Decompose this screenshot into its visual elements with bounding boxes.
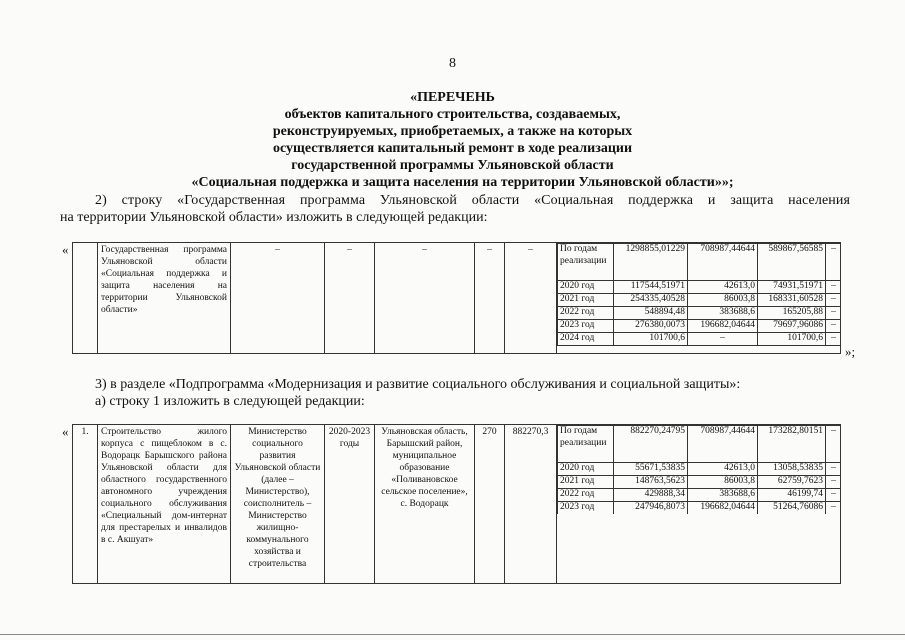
table2-row-2-other: – (826, 476, 841, 489)
table1-funding-cell (557, 243, 841, 354)
table1-dash-5: – (505, 243, 557, 354)
table1-row-0-total: 1298855,01229 (614, 244, 688, 281)
table2 (72, 424, 841, 584)
table1-row-3-total: 548894,48 (614, 307, 688, 320)
table2-row-3-other: – (826, 489, 841, 502)
table2-object-name: Строительство жилого корпуса с пищеблоком в с. Водорацк Барышского района Ульяновской области для областного государственного автономного учреждения социального обслуживания «Специальный дом-интернат для престарелых и инвалидов в с. Акшуат» (98, 425, 231, 584)
table1-row-5-reg: 101700,6 (758, 333, 826, 346)
page-number: 8 (449, 56, 456, 71)
table1-row-4-total: 276380,0073 (614, 320, 688, 333)
table1-row-3-year: 2022 год (558, 307, 614, 320)
table2-location: Ульяновская область, Барышский район, муниципальное образование «Поливановское сельское поселение», с. Водорацк (375, 425, 475, 584)
title-line-3: реконструируемых, приобретаемых, а также на которых (272, 124, 633, 139)
table2-row-number: 1. (73, 425, 98, 584)
table1 (72, 242, 841, 354)
table2-funding-table (557, 425, 841, 514)
table2-row-2-reg: 62759,7623 (758, 476, 826, 489)
table2-row-0-total: 882270,24795 (614, 426, 688, 463)
table1-row-2-total: 254335,40528 (614, 294, 688, 307)
table1-row-4-fed: 196682,04644 (688, 320, 758, 333)
title-line-4: осуществляется капитальный ремонт в ходе реализации (272, 141, 633, 156)
table1-row-2-other: – (826, 294, 841, 307)
table1-row-5-year: 2024 год (558, 333, 614, 346)
table2-row-4-other: – (826, 502, 841, 515)
table1-row-3-fed: 383688,6 (688, 307, 758, 320)
table1-row-0-fed: 708987,44644 (688, 244, 758, 281)
table2-row-2-total: 148763,5623 (614, 476, 688, 489)
paragraph-3a: а) строку 1 изложить в следующей редакции: (95, 394, 365, 409)
table2-capacity: 270 (475, 425, 505, 584)
table2-row-3-total: 429888,34 (614, 489, 688, 502)
table2-row-1-other: – (826, 463, 841, 476)
table2-open-quote: « (62, 424, 69, 439)
table1-row-2-year: 2021 год (558, 294, 614, 307)
paragraph-2-line-2: на территории Ульяновской области» изложить в следующей редакции: (60, 210, 488, 225)
paragraph-3: 3) в разделе «Подпрограмма «Модернизация и развитие социального обслуживания и социальной защиты»: (95, 377, 741, 392)
table1-row-2-reg: 168331,60528 (758, 294, 826, 307)
table1-funding-table (557, 243, 841, 346)
table2-row-1-total: 55671,53835 (614, 463, 688, 476)
table2-row-4-total: 247946,8073 (614, 502, 688, 515)
table1-row-1-year: 2020 год (558, 281, 614, 294)
table1-dash-1: – (231, 243, 325, 354)
table1-row-5-other: – (826, 333, 841, 346)
table1-row-0-year: По годам реализации (558, 244, 614, 281)
table1-row-1-reg: 74931,51971 (758, 281, 826, 294)
table2-row-0-year: По годам реализации (558, 426, 614, 463)
table1-row-2-fed: 86003,8 (688, 294, 758, 307)
table1-num-cell (73, 243, 98, 354)
table1-open-quote: « (62, 242, 69, 257)
title-line-6: «Социальная поддержка и защита населения на территории Ульяновской области»»; (191, 175, 734, 190)
table1-row-1-total: 117544,51971 (614, 281, 688, 294)
table1-row-0-reg: 589867,56585 (758, 244, 826, 281)
table1-row-1-fed: 42613,0 (688, 281, 758, 294)
table1-row-5-total: 101700,6 (614, 333, 688, 346)
paragraph-2-line-1: 2) строку «Государственная программа Ульяновской области «Социальная поддержка и защита населения (95, 193, 850, 208)
table2-row-2-fed: 86003,8 (688, 476, 758, 489)
table1-close-quote: »; (845, 344, 856, 359)
table2-row-0-other: – (826, 426, 841, 463)
table1-program-name: Государственная программа Ульяновской области «Социальная поддержка и защита населения на территории Ульяновской области» (98, 243, 231, 354)
title-line-1: «ПЕРЕЧЕНЬ (410, 90, 495, 105)
table2-row-1-reg: 13058,53835 (758, 463, 826, 476)
table1-row-3-other: – (826, 307, 841, 320)
table1-row-1-other: – (826, 281, 841, 294)
table1-row-4-reg: 79697,96086 (758, 320, 826, 333)
table1-row-4-other: – (826, 320, 841, 333)
page-bottom-edge (0, 634, 905, 635)
table2-row-0-reg: 173282,80151 (758, 426, 826, 463)
title-line-5: государственной программы Ульяновской области (291, 158, 614, 173)
table1-row-5-fed: – (688, 333, 758, 346)
table2-period: 2020-2023 годы (325, 425, 375, 584)
table2-row-4-year: 2023 год (558, 502, 614, 515)
table1-dash-3: – (375, 243, 475, 354)
table2-row-3-year: 2022 год (558, 489, 614, 502)
title-line-2: объектов капитального строительства, создаваемых, (284, 107, 621, 122)
table1-dash-4: – (475, 243, 505, 354)
table2-cost: 882270,3 (505, 425, 557, 584)
table2-row-1-fed: 42613,0 (688, 463, 758, 476)
table2-row-2-year: 2021 год (558, 476, 614, 489)
table1-row-3-reg: 165205,88 (758, 307, 826, 320)
table1-row-0-other: – (826, 244, 841, 281)
table2-row-4-reg: 51264,76086 (758, 502, 826, 515)
table2-row-0-fed: 708987,44644 (688, 426, 758, 463)
table2-customer: Министерство социального развития Ульяновской области (далее – Министерство), соисполнитель – Министерство жилищно-коммунального хозяйства и строительства (231, 425, 325, 584)
table1-row-4-year: 2023 год (558, 320, 614, 333)
table2-row-3-fed: 383688,6 (688, 489, 758, 502)
table2-row-4-fed: 196682,04644 (688, 502, 758, 515)
table2-row-3-reg: 46199,74 (758, 489, 826, 502)
table2-row-1-year: 2020 год (558, 463, 614, 476)
table1-dash-2: – (325, 243, 375, 354)
table2-funding-cell (557, 425, 841, 584)
